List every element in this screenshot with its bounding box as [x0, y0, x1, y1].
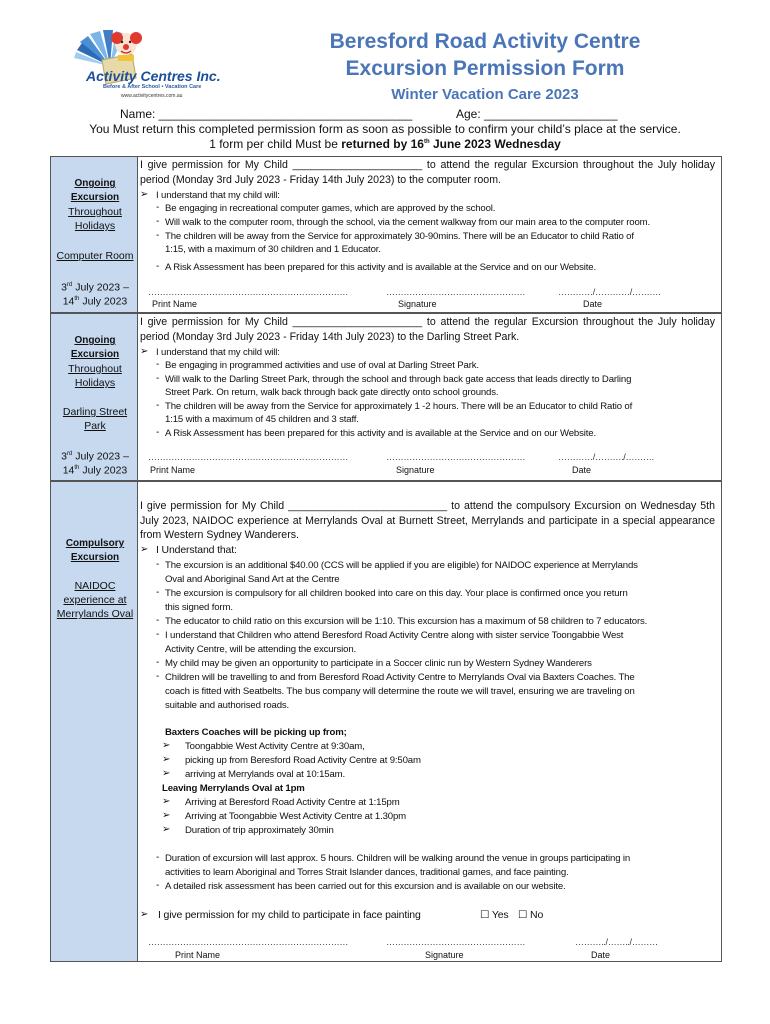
print-name-line[interactable]: …………………………………………………………… [148, 937, 349, 947]
leaving-item: Arriving at Beresford Road Activity Centre at 1:15pm [185, 797, 400, 808]
list-item: Oval and Aboriginal Sand Art at the Centre [165, 574, 340, 585]
pickup-item: Toongabbie West Activity Centre at 9:30am, [185, 741, 365, 752]
logo-name: Activity Centres Inc. [86, 68, 221, 84]
excursion-period-2: Holidays [74, 220, 116, 232]
return-deadline: 1 form per child Must be returned by 16th June 2023 Wednesday [209, 137, 561, 151]
section1-content-cell [138, 156, 722, 313]
yes-checkbox[interactable]: ☐ Yes [480, 909, 509, 921]
dash-bullet: - [156, 587, 160, 598]
permission-statement: I give permission for My Child ______________________ to attend the regular Excursion throughout the July holiday period (Monday 3rd July 2023 - Friday 14th July 2023) to the Darling Street Park. [140, 316, 715, 343]
age-field[interactable]: Age: ____________________ [456, 107, 618, 121]
excursion-type-2: Excursion [70, 552, 120, 563]
list-item: I understand that Children who attend Beresford Road Activity Centre along with sister service Toongabbie West [165, 630, 624, 641]
dash-bullet: - [156, 657, 160, 668]
excursion-place-2: Park [84, 420, 106, 432]
dash-bullet: - [156, 615, 160, 626]
signature-line[interactable]: ………………………………………… [386, 287, 526, 297]
dash-bullet: - [156, 400, 160, 411]
excursion-period-2: Holidays [74, 377, 116, 389]
excursion-date-end: 14th July 2023 [62, 295, 128, 308]
form-title: Excursion Permission Form [345, 57, 625, 80]
excursion-date-start: 3rd July 2023 – [61, 450, 129, 463]
list-item: coach is fitted with Seatbelts. The bus company will determine the route we will travel, ensuring we are traveling on [165, 686, 635, 697]
signature-label: Signature [425, 950, 464, 960]
dash-bullet: - [156, 427, 160, 438]
dash-bullet: - [156, 880, 160, 891]
date-line[interactable]: ………../……../……… [575, 937, 658, 947]
list-item: suitable and authorised roads. [165, 700, 290, 711]
excursion-place-3: Merrylands Oval [56, 608, 134, 620]
list-item: 1:15 with a maximum of 45 children and 3 staff. [165, 414, 359, 425]
date-line[interactable]: …………/………./………. [558, 452, 654, 462]
arrow-bullet-icon: ➢ [140, 346, 149, 357]
date-label: Date [591, 950, 611, 960]
list-item: this signed form. [165, 602, 233, 613]
excursion-date-end: 14th July 2023 [62, 464, 128, 477]
risk-note: A detailed risk assessment has been carried out for this excursion and is available on our website. [165, 881, 566, 892]
name-field[interactable]: Name: ______________________________________ [120, 107, 413, 121]
understand-heading: I understand that my child will: [156, 190, 280, 201]
return-notice: You Must return this completed permission form as soon as possible to confirm your child’s place at the service. [89, 122, 681, 136]
excursion-type-2: Excursion [70, 192, 120, 203]
arrow-bullet-icon: ➢ [162, 768, 171, 779]
print-name-label: Print Name [175, 950, 221, 960]
page-title: Beresford Road Activity Centre [329, 30, 641, 53]
logo-url: www.activitycentres.com.au [121, 93, 183, 99]
list-item: Will walk to the computer room, through the school, via the cement walkway from our main area to the computer room. [165, 217, 651, 228]
arrow-bullet-icon: ➢ [162, 810, 171, 821]
list-item: My child may be given an opportunity to participate in a Soccer clinic run by Western Sydney Wanderers [165, 658, 592, 669]
duration-note-2: activities to learn Aboriginal and Torres Strait Islander dances, traditional games, and face painting. [165, 867, 569, 878]
arrow-bullet-icon: ➢ [162, 740, 171, 751]
permission-statement: I give permission for My Child ___________________________ to attend the compulsory Excursion on Wednesday 5th July 2023, NAIDOC experience at Merrylands Oval at Burnett Street, Merrylands and participate in a special appearance from Western Sydney Wanderers. [140, 500, 715, 541]
dash-bullet: - [156, 202, 160, 213]
leaving-item: Duration of trip approximately 30min [185, 825, 334, 836]
dash-bullet: - [156, 216, 160, 227]
list-item: The educator to child ratio on this excursion will be 1:10. This excursion has a maximum of 58 children to 7 educators. [165, 616, 648, 627]
dash-bullet: - [156, 359, 160, 370]
understand-heading: I understand that my child will: [156, 347, 280, 358]
date-line[interactable]: …………/…………/………. [558, 287, 661, 297]
excursion-date-start: 3rd July 2023 – [61, 281, 129, 294]
leaving-item: Arriving at Toongabbie West Activity Centre at 1.30pm [185, 811, 406, 822]
list-item: The children will be away from the Service for approximately 30-90mins. There will be an Educator to child Ratio of [165, 231, 634, 242]
leaving-heading: Leaving Merrylands Oval at 1pm [162, 783, 305, 794]
duration-note: Duration of excursion will last approx. 5 hours. Children will be walking around the venue in groups participating in [165, 853, 631, 864]
list-item: Be engaging in programmed activities and use of oval at Darling Street Park. [165, 360, 479, 371]
list-item: A Risk Assessment has been prepared for this activity and is available at the Service and on our Website. [165, 428, 596, 439]
excursion-place-2: experience at [63, 594, 127, 606]
list-item: A Risk Assessment has been prepared for this activity and is available at the Service and on our Website. [165, 262, 596, 273]
dash-bullet: - [156, 852, 160, 863]
list-item: Will walk to the Darling Street Park, through the school and through back gate access that leads directly to Darling [165, 374, 632, 385]
signature-label: Signature [396, 465, 435, 475]
permission-statement: I give permission for My Child ______________________ to attend the regular Excursion throughout the July holiday period (Monday 3rd July 2023 - Friday 14th July 2023) to the computer room. [140, 159, 715, 186]
arrow-bullet-icon: ➢ [162, 796, 171, 807]
no-checkbox[interactable]: ☐ No [518, 909, 544, 921]
excursion-place: Darling Street [62, 406, 128, 418]
pickup-heading: Baxters Coaches will be picking up from; [165, 727, 347, 738]
dash-bullet: - [156, 373, 160, 384]
pickup-item: arriving at Merrylands oval at 10:15am. [185, 769, 345, 780]
excursion-type: Ongoing [74, 335, 116, 346]
date-label: Date [583, 299, 603, 309]
dash-bullet: - [156, 559, 160, 570]
understand-heading: I Understand that: [156, 544, 237, 556]
section3-content-cell [138, 481, 722, 962]
excursion-type: Ongoing [74, 178, 116, 189]
arrow-bullet-icon: ➢ [140, 909, 149, 920]
section2-content-cell [138, 313, 722, 481]
logo-tagline: Before & After School • Vacation Care [103, 84, 202, 90]
print-name-line[interactable]: …………………………………………………………… [148, 287, 349, 297]
form-subtitle: Winter Vacation Care 2023 [391, 86, 579, 103]
section1-label-cell [50, 156, 138, 313]
arrow-bullet-icon: ➢ [140, 189, 149, 200]
signature-label: Signature [398, 299, 437, 309]
dash-bullet: - [156, 230, 160, 241]
signature-line[interactable]: ………………………………………… [386, 937, 526, 947]
arrow-bullet-icon: ➢ [140, 544, 149, 555]
pickup-item: picking up from Beresford Road Activity Centre at 9:50am [185, 755, 421, 766]
list-item: The excursion is compulsory for all children booked into care on this day. Your place is confirmed once you return [165, 588, 628, 599]
excursion-place: NAIDOC [74, 580, 116, 592]
dash-bullet: - [156, 671, 160, 682]
list-item: Street Park. On return, walk back through back gate directly onto school grounds. [165, 387, 499, 398]
section2-label-cell [50, 313, 138, 481]
list-item: Activity Centre, will be attending the excursion. [165, 644, 357, 655]
list-item: 1:15, with a maximum of 30 children and 1 Educator. [165, 244, 381, 255]
signature-line[interactable]: ………………………………………… [386, 452, 526, 462]
list-item: The excursion is an additional $40.00 (CCS will be applied if you are eligible) for NAIDOC experience at Merrylands [165, 560, 638, 571]
excursion-type: Compulsory [65, 538, 125, 549]
print-name-label: Print Name [152, 299, 198, 309]
excursion-period: Throughout [68, 206, 122, 218]
dash-bullet: - [156, 629, 160, 640]
excursion-type-2: Excursion [70, 349, 120, 360]
dash-bullet: - [156, 261, 160, 272]
arrow-bullet-icon: ➢ [162, 824, 171, 835]
arrow-bullet-icon: ➢ [162, 754, 171, 765]
print-name-label: Print Name [150, 465, 196, 475]
list-item: Be engaging in recreational computer games, which are approved by the school. [165, 203, 496, 214]
excursion-period: Throughout [68, 363, 122, 375]
list-item: The children will be away from the Service for approximately 1 -2 hours. There will be an Educator to child Ratio of [165, 401, 633, 412]
print-name-line[interactable]: …………………………………………………………… [148, 452, 349, 462]
face-painting-question: I give permission for my child to participate in face painting [158, 909, 421, 921]
list-item: Children will be travelling to and from Beresford Road Activity Centre to Merrylands Oval via Baxters Coaches. The [165, 672, 635, 683]
section3-label-cell [50, 481, 138, 962]
excursion-place: Computer Room [56, 250, 134, 262]
date-label: Date [572, 465, 592, 475]
